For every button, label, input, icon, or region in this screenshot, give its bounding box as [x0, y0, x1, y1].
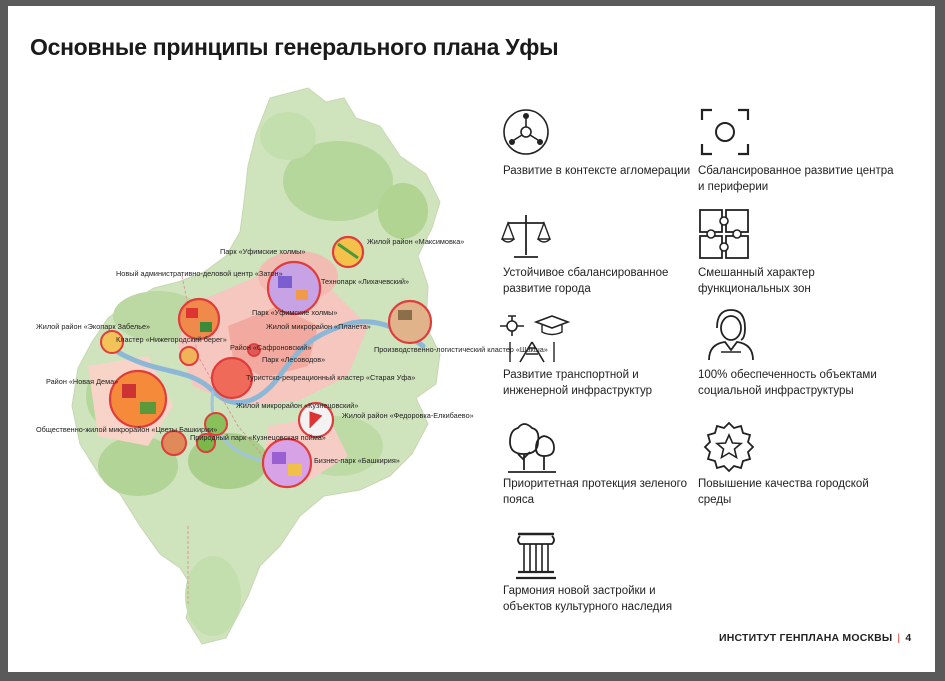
scales-icon	[500, 211, 556, 263]
map-label-fedorovka: Жилой район «Федоровка-Елкибаево»	[342, 411, 474, 420]
puzzle-icon	[698, 208, 754, 260]
star-badge-icon	[701, 421, 757, 473]
map-label-planeta: Жилой микрорайон «Планета»	[266, 322, 371, 331]
map-circle-maksimovka	[333, 237, 363, 267]
principle-label-7: Приоритетная протекция зеленого пояса	[503, 478, 687, 506]
map-circle-bashkiria	[263, 439, 311, 487]
footer-org: ИНСТИТУТ ГЕНПЛАНА МОСКВЫ	[719, 632, 893, 644]
map-label-park-ufimskie-holmy: Парк «Уфимские холмы»	[252, 308, 338, 317]
slide	[8, 6, 935, 672]
principle-label-3: Устойчивое сбалансированное развитие города	[503, 267, 669, 295]
principle-label-9: Гармония новой застройки и объектов культурного наследия	[503, 585, 673, 613]
map-label-safronovsky: Район «Сафроновский»	[230, 343, 312, 352]
map-label-novaya-dema: Район «Новая Дема»	[46, 377, 119, 386]
network-hub-icon	[500, 106, 556, 158]
map-label-kuznetsovsky: Жилой микрорайон «Кузнецовский»	[236, 401, 359, 410]
principle-label-6: 100% обеспеченность объектами социальной инфраструктуры	[698, 369, 877, 397]
principle-label-8: Повышение качества городской среды	[698, 478, 869, 506]
map-label-nizhegorodsky: Кластер «Нижегородский берег»	[116, 335, 227, 344]
principle-label-2: Сбалансированное развитие центра и периферии	[698, 165, 894, 193]
map-label-staraya-ufa: Туристско-рекреационный кластер «Старая Уфа»	[246, 373, 416, 382]
map-circle-novaya-dema	[110, 371, 166, 427]
infrastructure-icon	[498, 312, 578, 364]
page-title: Основные принципы генерального плана Уфы	[30, 34, 559, 60]
city-map	[8, 6, 935, 672]
focus-frame-icon	[698, 106, 754, 158]
map-circle-zaton	[179, 299, 219, 339]
column-icon	[508, 526, 564, 578]
principle-label-5: Развитие транспортной и инженерной инфраструктур	[503, 369, 653, 397]
map-circle-shaksha	[389, 301, 431, 343]
map-label-bashkiria: Бизнес-парк «Башкирия»	[314, 456, 400, 465]
map-circle-tsvety	[162, 431, 186, 455]
map-label-ecopark: Жилой район «Экопарк Забелье»	[36, 322, 151, 331]
page-number: 4	[905, 632, 912, 644]
map-label-kuznetsovskaya-poyma: Природный парк «Кузнецовская пойма»	[190, 433, 326, 442]
map-circle-nizhegorodsky	[180, 347, 198, 365]
map-label-likhachevsky: Технопарк «Лихачевский»	[321, 277, 410, 286]
trees-icon	[504, 420, 560, 472]
principle-label-4: Смешанный характер функциональных зон	[698, 267, 815, 295]
footer-separator: |	[897, 632, 901, 644]
map-label-shaksha: Производственно-логистический кластер «Шакша»	[374, 345, 548, 354]
principle-label-1: Развитие в контексте агломерации	[503, 165, 691, 177]
map-label-lesovodov: Парк «Лесоводов»	[262, 355, 326, 364]
map-label-tsvety: Общественно-жилой микрорайон «Цветы Башкирии»	[36, 425, 218, 434]
footer	[719, 632, 911, 644]
map-label-zaton: Новый административно-деловой центр «Затон»	[116, 269, 283, 278]
map-label-park-ufimskie-holmy-top: Парк «Уфимские холмы»	[220, 247, 306, 256]
person-icon	[703, 306, 759, 358]
map-label-maksimovka: Жилой район «Максимовка»	[367, 237, 465, 246]
